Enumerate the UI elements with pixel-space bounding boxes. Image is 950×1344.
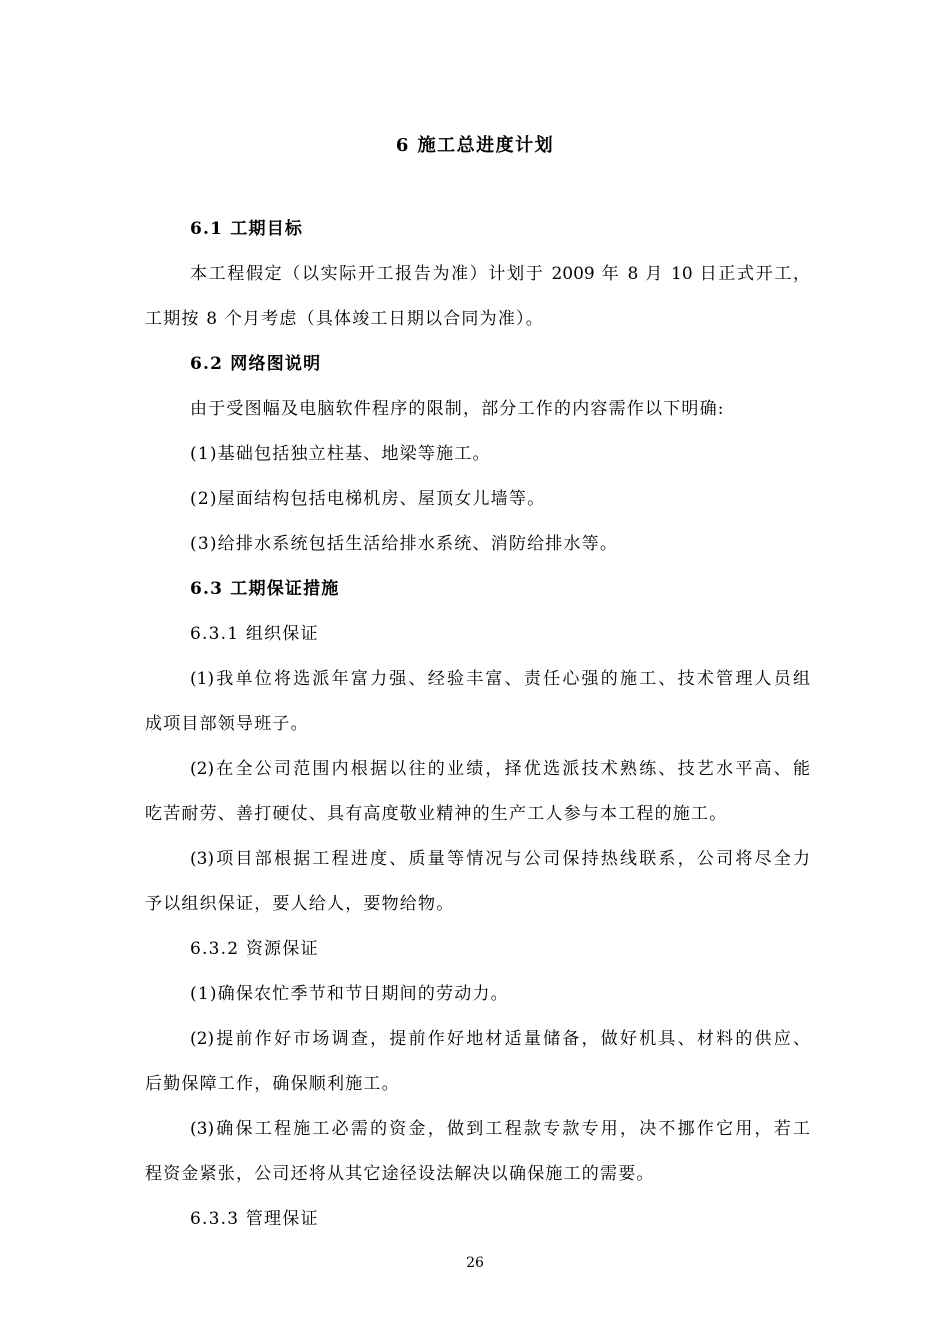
subsection-heading-6-3-3: 6.3.3 管理保证 — [190, 1209, 319, 1229]
list-item: (1)确保农忙季节和节日期间的劳动力。 — [190, 984, 509, 1004]
list-item: (2)屋面结构包括电梯机房、屋顶女儿墙等。 — [190, 489, 546, 509]
subsection-heading-6-3-2: 6.3.2 资源保证 — [190, 939, 319, 959]
paragraph-line: 工期按 8 个月考虑（具体竣工日期以合同为准）。 — [145, 309, 544, 329]
list-item: (3)确保工程施工必需的资金，做到工程款专款专用，决不挪作它用，若工 — [190, 1119, 810, 1139]
list-item: (2)在全公司范围内根据以往的业绩，择优选派技术熟练、技艺水平高、能 — [190, 759, 810, 779]
list-item: (3)给排水系统包括生活给排水系统、消防给排水等。 — [190, 534, 619, 554]
list-item-continuation: 程资金紧张，公司还将从其它途径设法解决以确保施工的需要。 — [145, 1164, 655, 1184]
subsection-heading-6-3-1: 6.3.1 组织保证 — [190, 624, 319, 644]
list-item-continuation: 成项目部领导班子。 — [145, 714, 309, 734]
list-item: (3)项目部根据工程进度、质量等情况与公司保持热线联系，公司将尽全力 — [190, 849, 810, 869]
paragraph-line: 由于受图幅及电脑软件程序的限制，部分工作的内容需作以下明确: — [190, 399, 725, 419]
list-item: (2)提前作好市场调查，提前作好地材适量储备，做好机具、材料的供应、 — [190, 1029, 810, 1049]
paragraph-line: 本工程假定（以实际开工报告为准）计划于 2009 年 8 月 10 日正式开工， — [190, 264, 810, 284]
list-item-continuation: 后勤保障工作，确保顺利施工。 — [145, 1074, 400, 1094]
list-item: (1)我单位将选派年富力强、经验丰富、责任心强的施工、技术管理人员组 — [190, 669, 810, 689]
section-heading-6-3: 6.3 工期保证措施 — [190, 579, 340, 599]
page-title: 6 施工总进度计划 — [395, 135, 555, 156]
section-heading-6-2: 6.2 网络图说明 — [190, 354, 322, 374]
section-heading-6-1: 6.1 工期目标 — [190, 219, 304, 239]
page-number: 26 — [466, 1255, 484, 1271]
list-item-continuation: 予以组织保证，要人给人，要物给物。 — [145, 894, 455, 914]
list-item-continuation: 吃苦耐劳、善打硬仗、具有高度敬业精神的生产工人参与本工程的施工。 — [145, 804, 728, 824]
list-item: (1)基础包括独立柱基、地梁等施工。 — [190, 444, 491, 464]
